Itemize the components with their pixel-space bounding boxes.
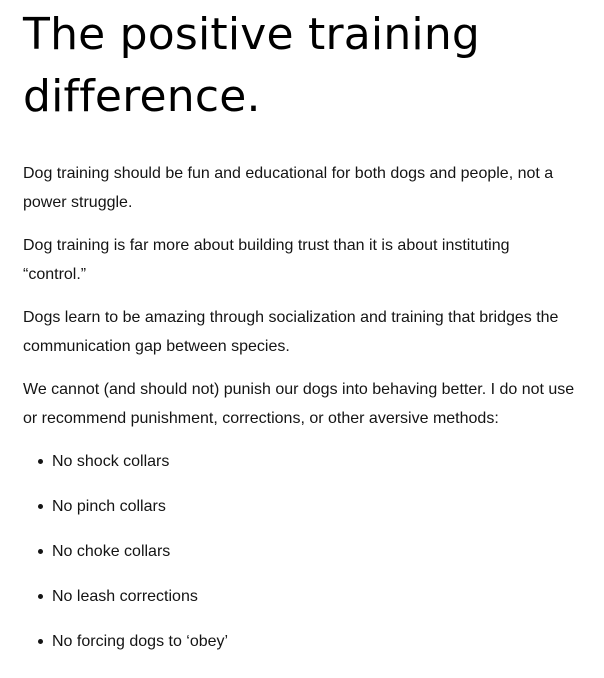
bullet-icon <box>38 594 43 599</box>
list-item-no-shock-collars <box>23 447 604 476</box>
list-item-label: No pinch collars <box>52 498 166 515</box>
aversive-methods-list <box>23 447 604 656</box>
list-item-label: No choke collars <box>52 543 171 560</box>
list-item-no-forcing-obey <box>23 627 604 656</box>
list-item-no-pinch-collars <box>23 492 604 521</box>
bullet-icon <box>38 504 43 509</box>
page-title-line-2: difference. <box>23 71 261 122</box>
paragraph-4-line-2: or recommend punishment, corrections, or other aversive methods: <box>23 410 499 427</box>
paragraph-3-line-2: communication gap between species. <box>23 338 290 355</box>
paragraph-socialization <box>23 303 604 361</box>
list-item-no-choke-collars <box>23 537 604 566</box>
paragraph-no-punishment <box>23 375 604 433</box>
paragraph-2-line-2: “control.” <box>23 266 87 283</box>
paragraph-1-line-1: Dog training should be fun and educational for both dogs and people, not a <box>23 165 554 182</box>
list-item-label: No forcing dogs to ‘obey’ <box>52 633 229 650</box>
list-item-label: No leash corrections <box>52 588 198 605</box>
paragraph-2-line-1: Dog training is far more about building trust than it is about instituting <box>23 237 510 254</box>
list-item-no-leash-corrections <box>23 582 604 611</box>
paragraph-building-trust <box>23 231 604 289</box>
page-title-line-1: The positive training <box>23 9 481 60</box>
paragraph-4-line-1: We cannot (and should not) punish our dogs into behaving better. I do not use <box>23 381 575 398</box>
bullet-icon <box>38 549 43 554</box>
list-item-label: No shock collars <box>52 453 170 470</box>
paragraph-fun-educational <box>23 159 604 217</box>
bullet-icon <box>38 459 43 464</box>
paragraph-1-line-2: power struggle. <box>23 194 133 211</box>
bullet-icon <box>38 639 43 644</box>
page-title <box>23 4 604 128</box>
paragraph-3-line-1: Dogs learn to be amazing through socialization and training that bridges the <box>23 309 559 326</box>
